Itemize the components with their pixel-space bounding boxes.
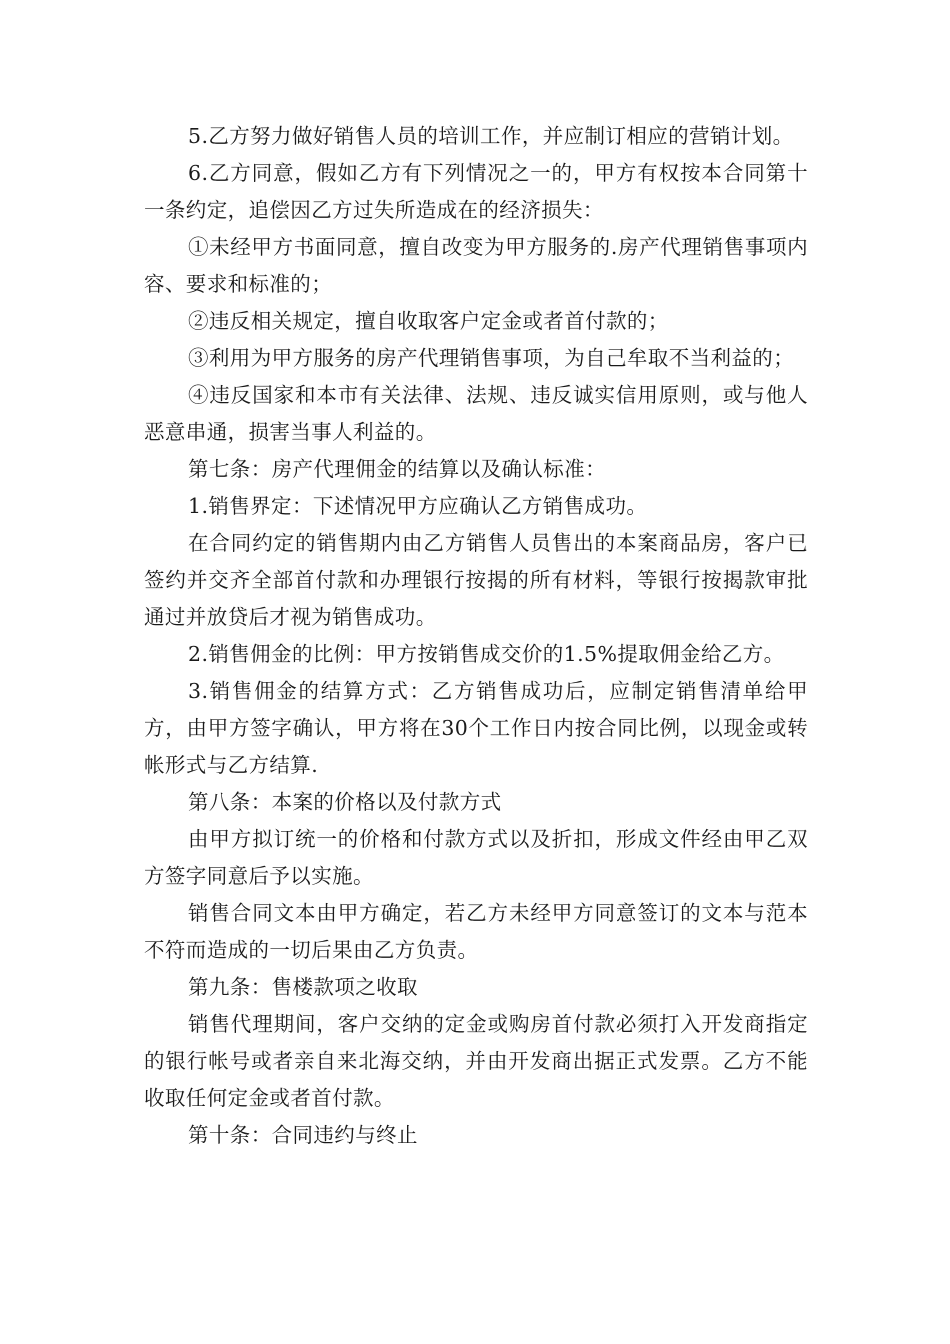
article-9-body: 销售代理期间，客户交纳的定金或购房首付款必须打入开发商指定的银行帐号或者亲自来北海交纳，并由开发商出据正式发票。乙方不能收取任何定金或者首付款。 <box>144 1012 808 1110</box>
article-7-item-3: 3.销售佣金的结算方式：乙方销售成功后，应制定销售清单给甲方，由甲方签字确认，甲方将在30个工作日内按合同比例，以现金或转帐形式与乙方结算. <box>144 679 808 777</box>
article-7-item-1: 1.销售界定：下述情况甲方应确认乙方销售成功。 <box>188 494 648 518</box>
article-7-heading: 第七条：房产代理佣金的结算以及确认标准： <box>188 457 606 481</box>
clause-5-training: 5.乙方努力做好销售人员的培训工作，并应制订相应的营销计划。 <box>188 124 794 148</box>
article-10-heading: 第十条：合同违约与终止 <box>188 1123 418 1147</box>
list-item-2: ②违反相关规定，擅自收取客户定金或者首付款的； <box>188 309 669 333</box>
article-8-heading: 第八条：本案的价格以及付款方式 <box>188 790 502 814</box>
document-body <box>144 118 808 1154</box>
list-item-3: ③利用为甲方服务的房产代理销售事项，为自己牟取不当利益的； <box>188 346 795 370</box>
article-8-body-2: 销售合同文本由甲方确定，若乙方未经甲方同意签订的文本与范本不符而造成的一切后果由乙方负责。 <box>144 901 808 962</box>
article-7-item-1-detail: 在合同约定的销售期内由乙方销售人员售出的本案商品房，客户已签约并交齐全部首付款和办理银行按揭的所有材料，等银行按揭款审批通过并放贷后才视为销售成功。 <box>144 531 808 629</box>
article-7-item-2: 2.销售佣金的比例：甲方按销售成交价的1.5%提取佣金给乙方。 <box>188 642 785 666</box>
article-8-body-1: 由甲方拟订统一的价格和付款方式以及折扣，形成文件经由甲乙双方签字同意后予以实施。 <box>144 827 808 888</box>
list-item-4: ④违反国家和本市有关法律、法规、违反诚实信用原则，或与他人恶意串通，损害当事人利益的。 <box>144 383 808 444</box>
article-9-heading: 第九条：售楼款项之收取 <box>188 975 418 999</box>
clause-6-liability: 6.乙方同意，假如乙方有下列情况之一的，甲方有权按本合同第十一条约定，追偿因乙方过失所造成在的经济损失： <box>144 161 808 222</box>
list-item-1: ①未经甲方书面同意，擅自改变为甲方服务的.房产代理销售事项内容、要求和标准的； <box>144 235 808 296</box>
